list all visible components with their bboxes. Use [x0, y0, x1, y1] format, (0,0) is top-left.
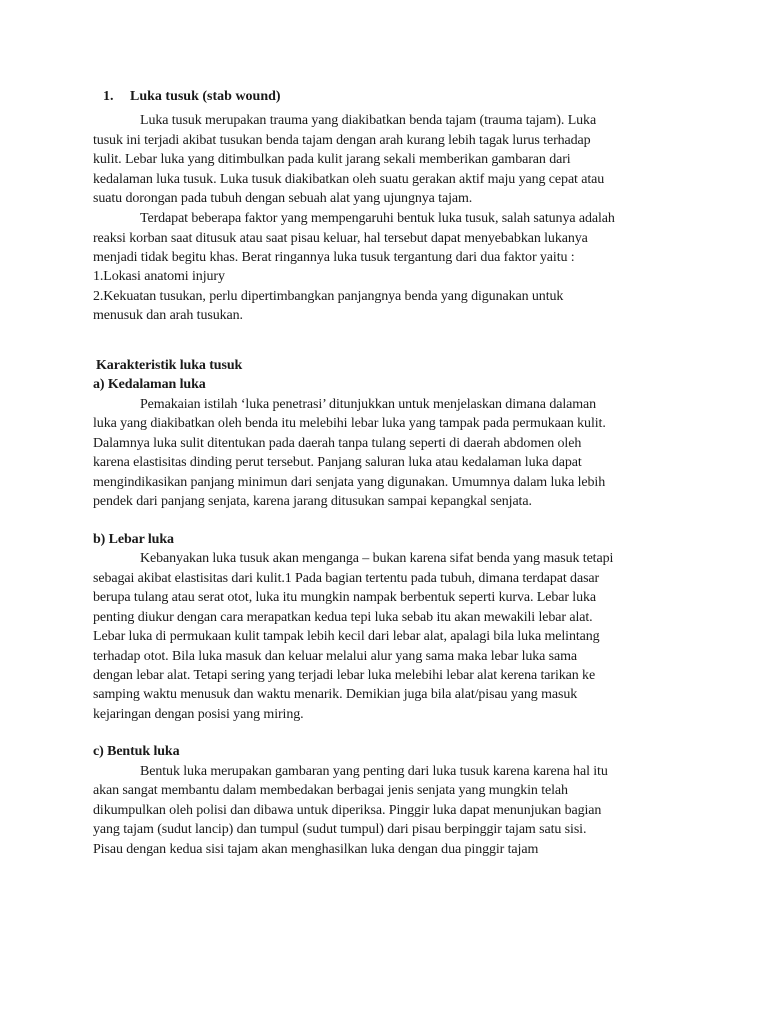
paragraph-line: suatu dorongan pada tubuh dengan sebuah alat yang ujungnya tajam.: [93, 191, 473, 206]
subsection-heading: a) Kedalaman luka: [93, 377, 206, 392]
subsection-heading: c) Bentuk luka: [93, 744, 180, 759]
paragraph-line: penting diukur dengan cara merapatkan kedua tepi luka sebab itu akan mewakili lebar alat.: [93, 610, 593, 625]
paragraph-line: samping waktu menusuk dan waktu menarik. Demikian juga bila alat/pisau yang masuk: [93, 687, 578, 702]
paragraph-line: Dalamnya luka sulit ditentukan pada daerah tanpa tulang seperti di daerah abdomen oleh: [93, 436, 582, 451]
paragraph-line: kejaringan dengan posisi yang miring.: [93, 707, 304, 722]
paragraph-line: akan sangat membantu dalam membedakan berbagai jenis senjata yang mungkin telah: [93, 783, 568, 798]
paragraph-line: sebagai akibat elastisitas dari kulit.1 Pada bagian tertentu pada tubuh, dimana terdapat dasar: [93, 571, 600, 586]
paragraph-line: tusuk ini terjadi akibat tusukan benda tajam dengan arah kurang lebih tagak lurus terhadap: [93, 133, 591, 148]
paragraph-line: berupa tulang atau serat otot, luka itu mungkin nampak berbentuk seperti kurva. Lebar luka: [93, 590, 597, 605]
paragraph-line: karena elastisitas dinding perut tersebut. Panjang saluran luka atau kedalaman luka dapat: [93, 455, 582, 470]
section-number: 1.: [103, 89, 114, 104]
section-title: Luka tusuk (stab wound): [130, 89, 281, 104]
paragraph-line: dengan lebar alat. Tetapi sering yang terjadi lebar luka melebihi lebar alat kerena tarikan ke: [93, 668, 596, 683]
paragraph-line: Kebanyakan luka tusuk akan menganga – bukan karena sifat benda yang masuk tetapi: [140, 551, 614, 566]
section-heading: Karakteristik luka tusuk: [96, 358, 243, 373]
paragraph-line: kedalaman luka tusuk. Luka tusuk diakibatkan oleh suatu gerakan aktif maju yang cepat atau: [93, 172, 605, 187]
paragraph-line: Pisau dengan kedua sisi tajam akan menghasilkan luka dengan dua pinggir tajam: [93, 842, 539, 857]
list-item: 1.Lokasi anatomi injury: [93, 269, 225, 284]
paragraph-line: kulit. Lebar luka yang ditimbulkan pada kulit jarang sekali memberikan gambaran dari: [93, 152, 571, 167]
paragraph-line: yang tajam (sudut lancip) dan tumpul (sudut tumpul) dari pisau berpinggir tajam satu sisi.: [93, 822, 587, 837]
paragraph-line: Lebar luka di permukaan kulit tampak lebih kecil dari lebar alat, apalagi bila luka melintang: [93, 629, 600, 644]
paragraph-line: terhadap otot. Bila luka masuk dan keluar melalui alur yang sama maka lebar luka sama: [93, 649, 578, 664]
subsection-heading: b) Lebar luka: [93, 532, 174, 547]
paragraph-line: luka yang diakibatkan oleh benda itu melebihi lebar luka yang tampak pada permukaan kulit.: [93, 416, 606, 431]
paragraph-line: Luka tusuk merupakan trauma yang diakibatkan benda tajam (trauma tajam). Luka: [140, 113, 597, 128]
paragraph-line: menjadi tidak begitu khas. Berat ringannya luka tusuk tergantung dari dua faktor yaitu :: [93, 250, 575, 265]
paragraph-line: Pemakaian istilah ‘luka penetrasi’ ditunjukkan untuk menjelaskan dimana dalaman: [140, 397, 597, 412]
paragraph-line: reaksi korban saat ditusuk atau saat pisau keluar, hal tersebut dapat menyebabkan lukanya: [93, 231, 588, 246]
paragraph-line: pendek dari panjang senjata, karena jarang ditusukan sampai kepangkal senjata.: [93, 494, 532, 509]
list-item: menusuk dan arah tusukan.: [93, 308, 243, 323]
list-item: 2.Kekuatan tusukan, perlu dipertimbangkan panjangnya benda yang digunakan untuk: [93, 289, 564, 304]
paragraph-line: mengindikasikan panjang minimun dari senjata yang digunakan. Umumnya dalam luka lebih: [93, 475, 606, 490]
paragraph-line: dikumpulkan oleh polisi dan dibawa untuk diperiksa. Pinggir luka dapat menunjukan bagian: [93, 803, 602, 818]
paragraph-line: Bentuk luka merupakan gambaran yang penting dari luka tusuk karena karena hal itu: [140, 764, 608, 779]
paragraph-line: Terdapat beberapa faktor yang mempengaruhi bentuk luka tusuk, salah satunya adalah: [140, 211, 615, 226]
